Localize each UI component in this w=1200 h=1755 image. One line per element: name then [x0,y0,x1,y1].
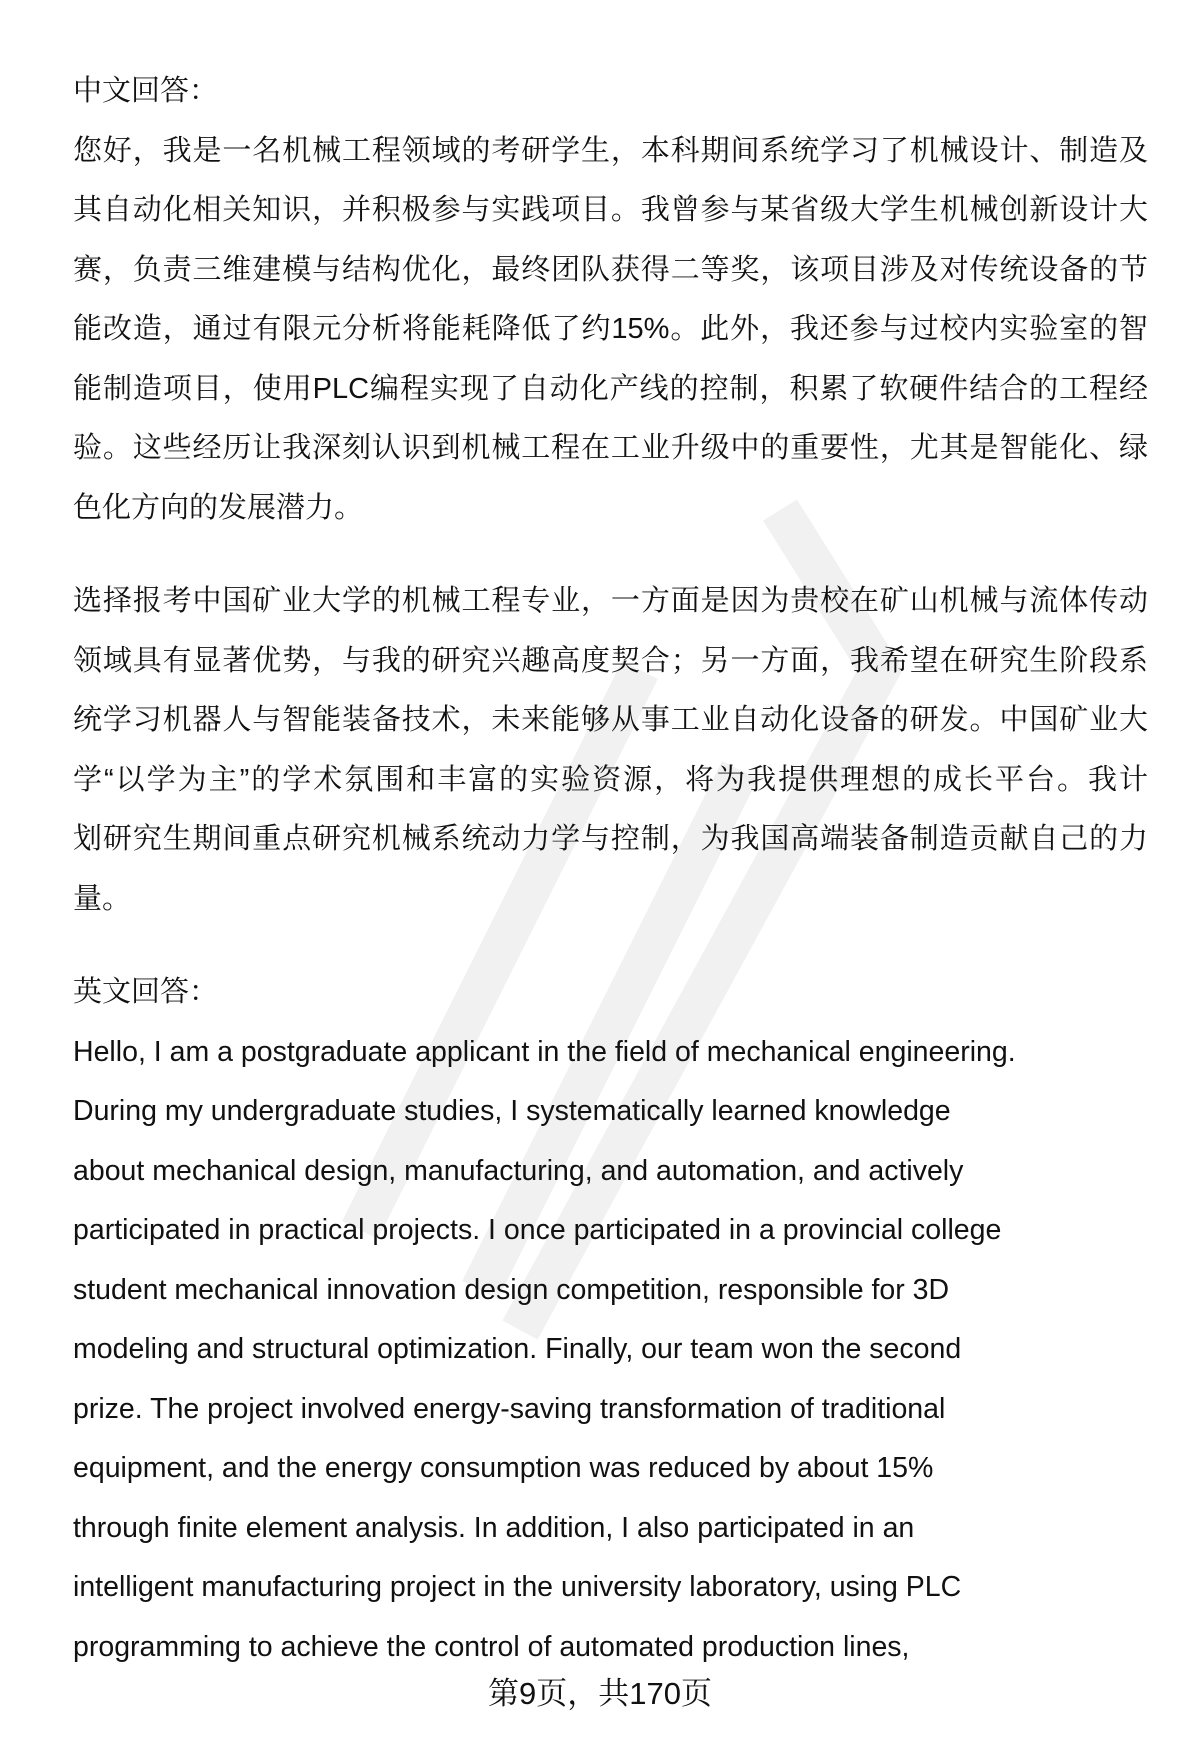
text-line: 赛，负责三维建模与结构优化，最终团队获得二等奖，该项目涉及对传统设备的节 [73,253,1148,286]
text-line: 统学习机器人与智能装备技术，未来能够从事工业自动化设备的研发。中国矿业大 [73,704,1148,736]
text-line: modeling and structural optimization. Finally, our team won the second [73,1333,962,1365]
text-line: Hello, I am a postgraduate applicant in the field of mechanical engineering. [73,1035,1016,1068]
chinese-paragraph [73,122,1148,539]
page-number-footer: 第9页，共170页 [488,1676,712,1711]
chinese-answer-heading: 中文回答： [73,75,219,107]
english-answer-body [73,1023,1148,1678]
text-line: 选择报考中国矿业大学的机械工程专业，一方面是因为贵校在矿山机械与流体传动 [73,585,1148,617]
text-line: participated in practical projects. I once participated in a provincial college [73,1214,1002,1246]
text-line: 领域具有显著优势，与我的研究兴趣高度契合；另一方面，我希望在研究生阶段系 [73,644,1148,677]
chinese-paragraph [73,572,1148,929]
text-line: student mechanical innovation design competition, responsible for 3D [73,1273,950,1306]
text-line: 量。 [73,882,132,915]
document-page [73,62,1148,1677]
text-line: 划研究生期间重点研究机械系统动力学与控制，为我国高端装备制造贡献自己的力 [73,823,1148,855]
text-line: about mechanical design, manufacturing, and automation, and actively [73,1154,964,1187]
text-line: intelligent manufacturing project in the university laboratory, using PLC [73,1571,962,1603]
text-line: programming to achieve the control of automated production lines, [73,1630,910,1663]
chinese-answer-body [73,122,1148,930]
text-line: 能改造，通过有限元分析将能耗降低了约15%。此外，我还参与过校内实验室的智 [73,313,1148,345]
english-answer-heading: 英文回答： [73,976,219,1008]
text-line: 验。这些经历让我深刻认识到机械工程在工业升级中的重要性，尤其是智能化、绿 [73,432,1148,464]
text-line: through finite element analysis. In addition, I also participated in an [73,1511,915,1544]
text-line: 色化方向的发展潜力。 [73,491,364,524]
text-line: During my undergraduate studies, I systematically learned knowledge [73,1095,951,1127]
text-line: equipment, and the energy consumption was reduced by about 15% [73,1452,934,1484]
text-line: 其自动化相关知识，并积极参与实践项目。我曾参与某省级大学生机械创新设计大 [73,194,1148,226]
text-line: prize. The project involved energy-saving transformation of traditional [73,1392,946,1425]
text-line: 您好，我是一名机械工程领域的考研学生，本科期间系统学习了机械设计、制造及 [73,134,1148,167]
text-line: 学“以学为主”的学术氛围和丰富的实验资源，将为我提供理想的成长平台。我计 [73,763,1148,796]
text-line: 能制造项目，使用PLC编程实现了自动化产线的控制，积累了软硬件结合的工程经 [73,372,1148,405]
